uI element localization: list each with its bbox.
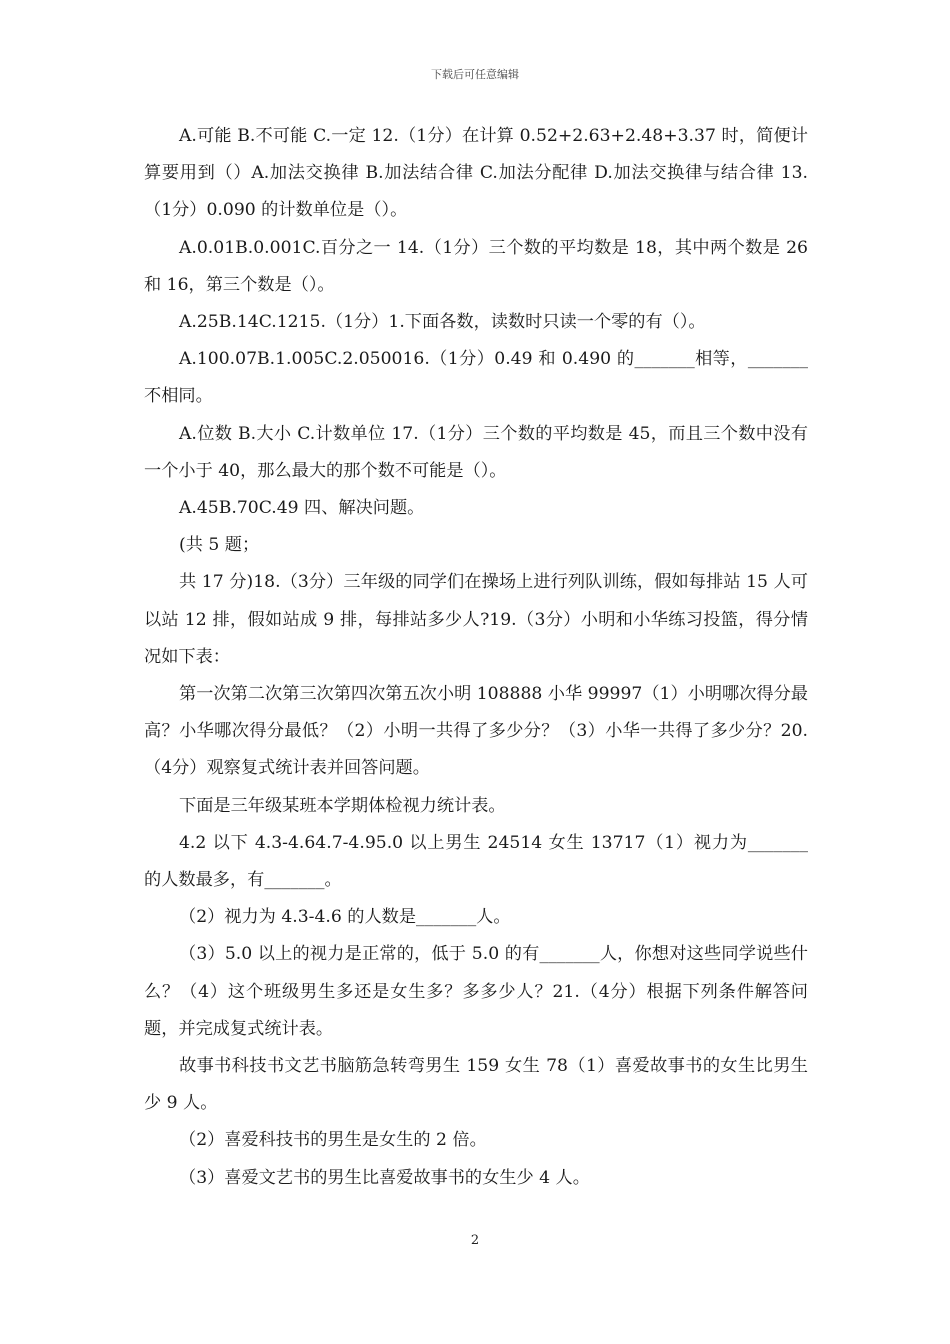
paragraph: （3）喜爱文艺书的男生比喜爱故事书的女生少 4 人。	[179, 1167, 590, 1188]
paragraph: A.可能 B.不可能 C.一定 12.（1分）在计算 0.52+2.63+2.48+3.37 时，简便计算要用到（）A.加法交换律 B.加法结合律 C.加法分配律 D.加法交换律与结合律 13.（1分）0.090 的计数单位是（）。	[144, 126, 808, 221]
paragraph: A.25B.14C.1215.（1分）1.下面各数，读数时只读一个零的有（）。	[179, 312, 706, 333]
paragraph: (共 5 题；	[179, 535, 260, 556]
page-number: 2	[470, 1233, 480, 1248]
paragraph: （2）视力为 4.3-4.6 的人数是_______人。	[179, 907, 511, 928]
paragraph: A.位数 B.大小 C.计数单位 17.（1分）三个数的平均数是 45，而且三个数中没有一个小于 40，那么最大的那个数不可能是（）。	[144, 423, 808, 481]
page-header: 下载后可任意编辑	[431, 68, 519, 81]
paragraph: A.0.01B.0.001C.百分之一 14.（1分）三个数的平均数是 18，其中两个数是 26 和 16，第三个数是（）。	[144, 237, 808, 295]
paragraph: 共 17 分)18.（3分）三年级的同学们在操场上进行列队训练，假如每排站 15 人可以站 12 排，假如站成 9 排，每排站多少人?19.（3分）小明和小华练习投篮，得分情况如下表：	[144, 572, 808, 667]
paragraph: （3）5.0 以上的视力是正常的，低于 5.0 的有_______人，你想对这些同学说些什么？（4）这个班级男生多还是女生多？多多少人？21.（4分）根据下列条件解答问题，并完成复式统计表。	[144, 944, 808, 1039]
document-body	[144, 118, 808, 1197]
paragraph: （2）喜爱科技书的男生是女生的 2 倍。	[179, 1130, 487, 1151]
paragraph: A.45B.70C.49 四、解决问题。	[179, 498, 425, 519]
paragraph: 第一次第二次第三次第四次第五次小明 108888 小华 99997（1）小明哪次得分最高？小华哪次得分最低？（2）小明一共得了多少分？（3）小华一共得了多少分？20.（4分）观察复式统计表并回答问题。	[144, 684, 808, 779]
paragraph: 故事书科技书文艺书脑筋急转弯男生 159 女生 78（1）喜爱故事书的女生比男生少 9 人。	[144, 1056, 808, 1114]
paragraph: 下面是三年级某班本学期体检视力统计表。	[179, 795, 506, 816]
paragraph: 4.2 以下 4.3-4.64.7-4.95.0 以上男生 24514 女生 13717（1）视力为_______的人数最多，有_______。	[144, 832, 808, 891]
paragraph: A.100.07B.1.005C.2.050016.（1分）0.49 和 0.490 的_______相等，_______不相同。	[144, 349, 808, 407]
